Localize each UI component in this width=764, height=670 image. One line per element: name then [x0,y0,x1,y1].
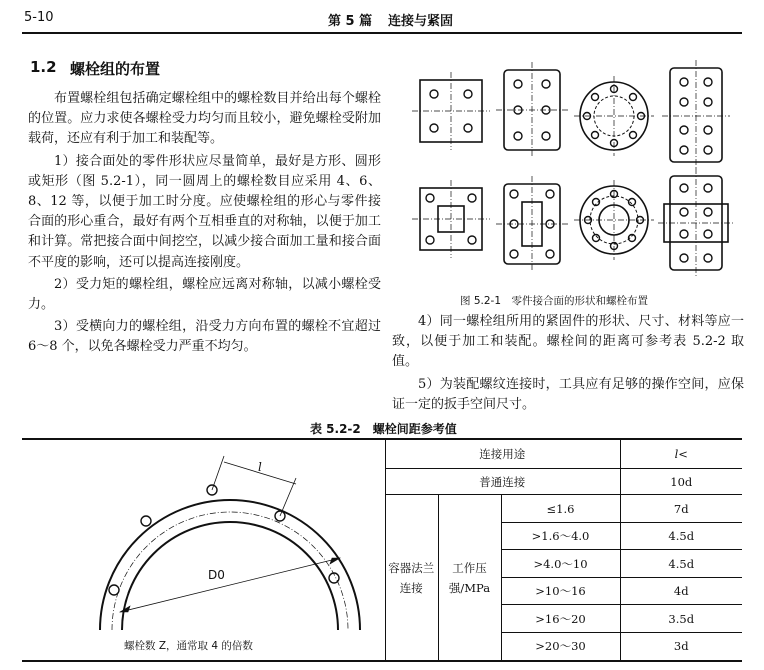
diagram-d0-label: D0 [208,568,225,582]
left-column [28,89,381,358]
diagram-caption: 螺栓数 Z，通常取 4 的倍数 [124,640,253,652]
paragraph-item-5: 5）为装配螺纹连接时，工具应有足够的操作空间，应保证一定的扳手空间尺寸。 [392,376,744,412]
table-title: 表 5.2-2 螺栓间距参考值 [310,422,457,436]
joint-surface-figure [408,58,748,290]
page-number: 5-10 [24,10,54,25]
paragraph-item-4: 4）同一螺栓组所用的紧固件的形状、尺寸、材料等应一致，以便于加工和装配。螺栓间的距离可参考表 5.2-2 取值。 [392,314,744,370]
pressure-range: >10～16 [501,577,620,605]
spacing-value: 7d [620,495,742,523]
spacing-value: 3d [620,632,742,660]
pressure-range: >1.6～4.0 [501,522,620,550]
pressure-range: >16～20 [501,605,620,633]
vessel-flange-label: 容器法兰连接 [385,495,438,660]
section-title: 螺栓组的布置 [70,60,161,78]
table-row [385,495,742,523]
paragraph-item-1: 1）接合面处的零件形状应尽量简单，最好是方形、圆形或矩形（图 5.2-1），同一圆周上的螺栓数目应采用 4、6、8、12 等，以便于加工时分度。应使螺栓组的形心与零件接合面的形心重合，最好有两个互相垂直的对称轴，以便于加工和计算。常把接合面中间挖空，以减少接合面加工量和接合面不平度的影响，还可以提高连接刚度。 [28,153,381,270]
part-label: 第 5 篇 [328,14,373,29]
bolt-spacing-table [385,440,742,660]
pressure-range: >4.0～10 [501,550,620,578]
table-row [385,469,742,495]
paragraph-item-3: 3）受横向力的螺栓组，沿受力方向布置的螺栓不宜超过 6～8 个，以免各螺栓受力严重不均匀。 [28,319,381,355]
header-usage: 连接用途 [385,440,620,469]
header-l: l< [620,440,742,469]
working-pressure-label: 工作压强/MPa [438,495,501,660]
diagram-l-label: l [258,460,262,474]
paragraph-intro: 布置螺栓组包括确定螺栓组中的螺栓数目并给出每个螺栓的位置。应力求使各螺栓受力均匀而且较小，避免螺栓受附加载荷，还应有利于加工和装配等。 [28,91,381,147]
normal-connection-value: 10d [620,469,742,495]
section-number: 1.2 [30,58,57,76]
table-header-row [385,440,742,469]
spacing-value: 4.5d [620,522,742,550]
normal-connection-label: 普通连接 [385,469,620,495]
figure-caption: 图 5.2-1 零件接合面的形状和螺栓布置 [460,295,649,307]
pressure-range: ≤1.6 [501,495,620,523]
table-bottom-rule [22,660,742,662]
right-column [392,312,744,415]
part-title: 连接与紧固 [388,14,454,29]
paragraph-item-2: 2）受力矩的螺栓组，螺栓应远离对称轴，以减小螺栓受力。 [28,276,381,313]
spacing-value: 3.5d [620,605,742,633]
flange-diagram [90,448,370,634]
header-rule [22,32,742,34]
spacing-value: 4.5d [620,550,742,578]
pressure-range: >20～30 [501,632,620,660]
spacing-value: 4d [620,577,742,605]
